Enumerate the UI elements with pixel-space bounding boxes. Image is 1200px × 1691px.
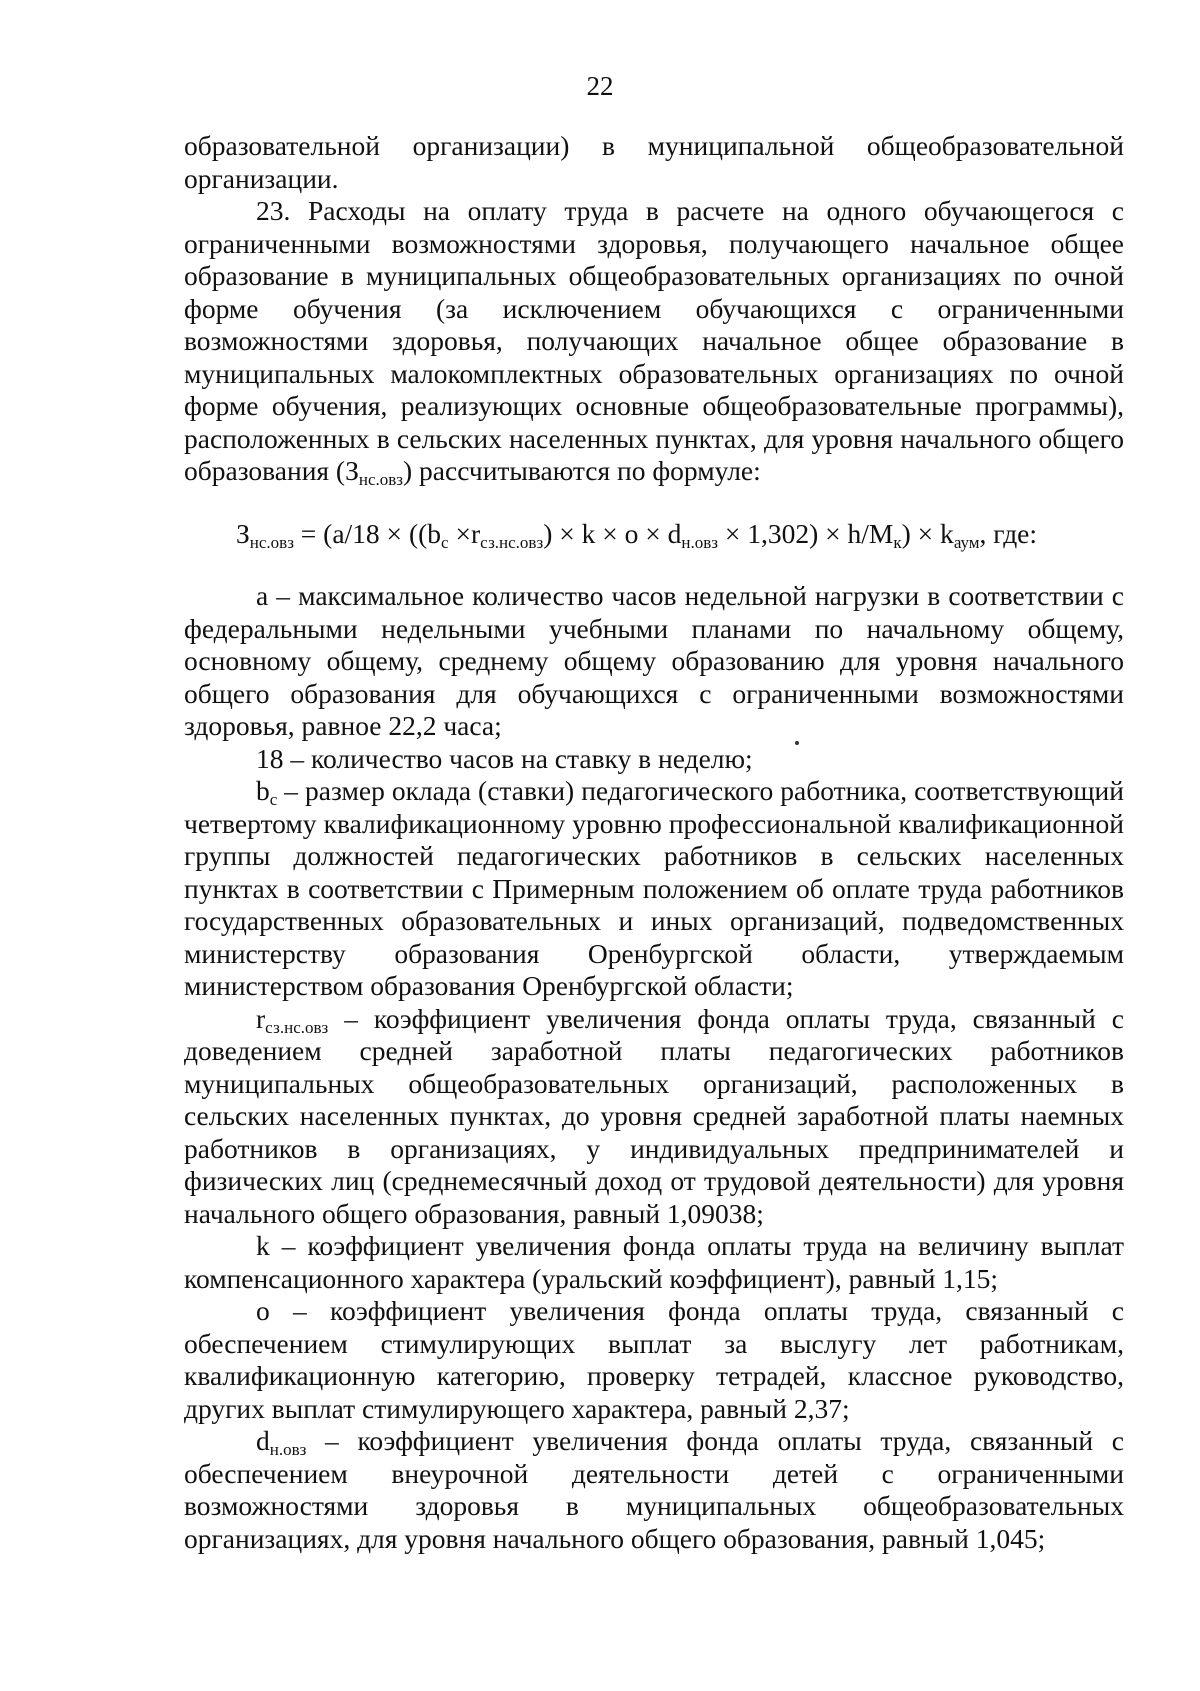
definition-b: $b_с$ – размер оклада (ставки) педагогического работника, соответствующий четвертому квалификационному уровню профессиональной квалификационной группы должностей педагогических работников в сельских населенных пунктах в соответствии с Примерным положением об оплате труда работников государственных образовательных и иных организаций, подведомственных министерству образования Оренбургской области, утверждаемым министерством образования Оренбургской области; [184, 775, 1124, 1001]
scan-speck [795, 741, 799, 745]
intro-paragraph: образовательной организации) в муниципальной общеобразовательной организации. [184, 130, 1124, 194]
definition-r: $r_{сз.нс.овз}$ – коэффициент увеличения фонда оплаты труда, связанный с доведением средней заработной платы педагогических работников муниципальных общеобразовательных организаций, расположенных в сельских населенных пунктах, до уровня средней заработной платы наемных работников в организациях, у индивидуальных предпринимателей и физических лиц (среднемесячный доход от трудовой деятельности) для уровня начального общего образования, равный 1,09038; [184, 1002, 1124, 1229]
definition-18: 18 – количество часов на ставку в неделю; [256, 742, 753, 774]
paragraph-23: 23. Расходы на оплату труда в расчете на одного обучающегося с ограниченными возможностями здоровья, получающего начальное общее образование в муниципальных общеобразовательных организациях по очной форме обучения (за исключением обучающихся с ограниченными возможностями здоровья, получающих начальное общее образование в муниципальных малокомплектных образовательных организациях по очной форме обучения, реализующих основные общеобразовательные программы), расположенных в сельских населенных пунктах, для уровня начального общего образования $(З_{нс.овз})$ рассчитываются по формуле: [184, 195, 1124, 489]
definition-o: o – коэффициент увеличения фонда оплаты труда, связанный с обеспечением стимулирующих выплат за выслугу лет работникам, квалификационную категорию, проверку тетрадей, классное руководство, других выплат стимулирующего характера, равный 2,37; [184, 1295, 1124, 1424]
definition-k: k – коэффициент увеличения фонда оплаты труда на величину выплат компенсационного характера (уральский коэффициент), равный 1,15; [184, 1230, 1124, 1294]
formula: $З_{нс.овз} = (a/18 \times ((b_с \times r_{сз.нс.овз}) \times k \times o \times d_{н.овз} \times 1,302) \times h/M_к) \times k_{аум}$, где: [236, 517, 1038, 552]
page-number: 22 [586, 71, 614, 101]
definition-a: a – максимальное количество часов недельной нагрузки в соответствии с федеральными недельными учебными планами по начальному общему, основному общему, среднему общему образованию для уровня начального общего образования для обучающихся с ограниченными возможностями здоровья, равное 22,2 часа; [184, 580, 1124, 741]
definition-d: $d_{н.овз}$ – коэффициент увеличения фонда оплаты труда, связанный с обеспечением внеурочной деятельности детей с ограниченными возможностями здоровья в муниципальных общеобразовательных организациях, для уровня начального общего образования, равный 1,045; [184, 1425, 1124, 1554]
document-body [184, 130, 1124, 1555]
